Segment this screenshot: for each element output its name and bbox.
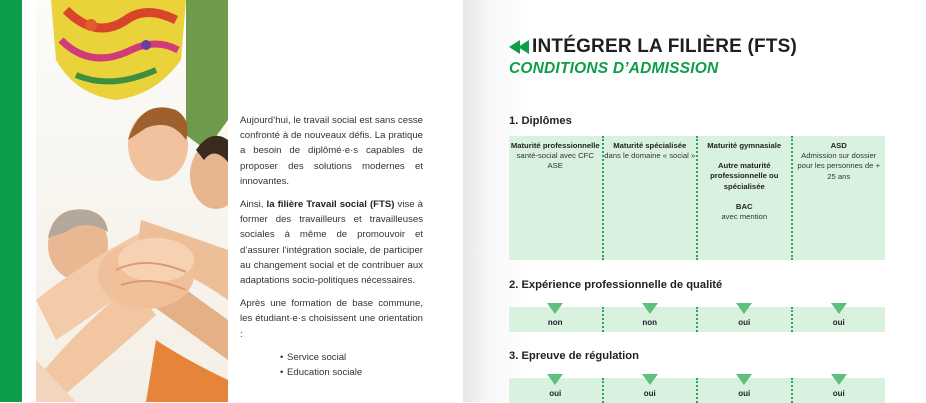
section-experience-heading: 2. Expérience professionnelle de qualité: [509, 279, 723, 291]
diplome-cell: [602, 136, 697, 260]
page-title: [509, 36, 797, 78]
answer-value: oui: [738, 318, 751, 327]
list-item: • Service social: [280, 350, 423, 365]
answer-value: oui: [832, 389, 845, 398]
down-triangle-icon: [642, 303, 658, 314]
intro-paragraph-3: Après une formation de base commune, les étudiant·e·s choisissent une orientation :: [240, 298, 423, 340]
diplome-detail: dans le domaine « social »: [604, 151, 696, 161]
hands-illustration: [36, 0, 228, 402]
answer-value: non: [547, 318, 563, 327]
down-triangle-icon: [831, 374, 847, 385]
diplome-title: Maturité professionnelle: [510, 141, 600, 150]
list-item: • Education sociale: [280, 365, 423, 380]
double-arrow-left-icon: [509, 40, 527, 54]
intro-p2-rest: vise à former des travailleurs et travailleuses sociales à même de promouvoir et d’assurer l’intégration sociale, de participer au changement social et de contribuer aux adaptations socio-politiques nécessaires.: [240, 199, 423, 287]
answer-cell: [696, 378, 791, 403]
orientation-list: [240, 350, 423, 380]
diplome-cell: [791, 136, 886, 260]
down-triangle-icon: [547, 303, 563, 314]
green-side-bar: [0, 0, 22, 402]
diplome-title: ASD: [830, 141, 847, 150]
answer-value: oui: [832, 318, 845, 327]
answer-cell: [602, 378, 697, 403]
stacked-hands-photo: [36, 0, 228, 402]
section-diplomes-heading: 1. Diplômes: [509, 115, 572, 127]
answer-cell: [509, 307, 602, 332]
experience-row: [509, 307, 885, 332]
intro-p2-lead: Ainsi,: [240, 199, 267, 211]
section-regulation-heading: 3. Epreuve de régulation: [509, 350, 639, 362]
diplome-detail: santé-social avec CFC ASE: [516, 151, 594, 171]
answer-value: oui: [549, 389, 562, 398]
title-subtitle: CONDITIONS D’ADMISSION: [509, 60, 719, 77]
diplome-title-bac: BAC: [735, 201, 753, 211]
diplome-title: Maturité gymnasiale: [707, 141, 782, 150]
down-triangle-icon: [642, 374, 658, 385]
intro-paragraph-1: Aujourd’hui, le travail social est sans cesse confronté à de nouveaux défis. La pratique a besoin de diplômé·e·s capables de proposer des solutions modernes et innovantes.: [240, 115, 423, 187]
diplomes-table: [509, 136, 885, 260]
down-triangle-icon: [547, 374, 563, 385]
answer-value: oui: [643, 389, 656, 398]
answer-value: non: [642, 318, 658, 327]
diplome-title: Maturité spécialisée: [613, 141, 687, 150]
right-page: [463, 0, 926, 402]
diplome-title-alt: Autre maturité professionnelle ou spécialisée: [710, 161, 779, 191]
answer-cell: [602, 307, 697, 332]
diplome-detail: avec mention: [721, 212, 768, 222]
diplome-cell: [509, 136, 602, 260]
answer-cell: [791, 307, 886, 332]
answer-cell: [791, 378, 886, 403]
diplome-cell: [696, 136, 791, 260]
intro-text: [240, 113, 423, 380]
intro-p2-bold: la filière Travail social (FTS): [266, 199, 395, 211]
answer-cell: [696, 307, 791, 332]
down-triangle-icon: [736, 374, 752, 385]
intro-paragraph-2: [240, 197, 423, 288]
down-triangle-icon: [736, 303, 752, 314]
title-main: INTÉGRER LA FILIÈRE (FTS): [532, 36, 798, 57]
photo-margin: [22, 0, 36, 402]
diplome-detail: Admission sur dossier pour les personnes de + 25 ans: [797, 151, 881, 181]
regulation-row: [509, 378, 885, 403]
down-triangle-icon: [831, 303, 847, 314]
answer-value: oui: [738, 389, 751, 398]
left-page: [0, 0, 463, 402]
answer-cell: [509, 378, 602, 403]
